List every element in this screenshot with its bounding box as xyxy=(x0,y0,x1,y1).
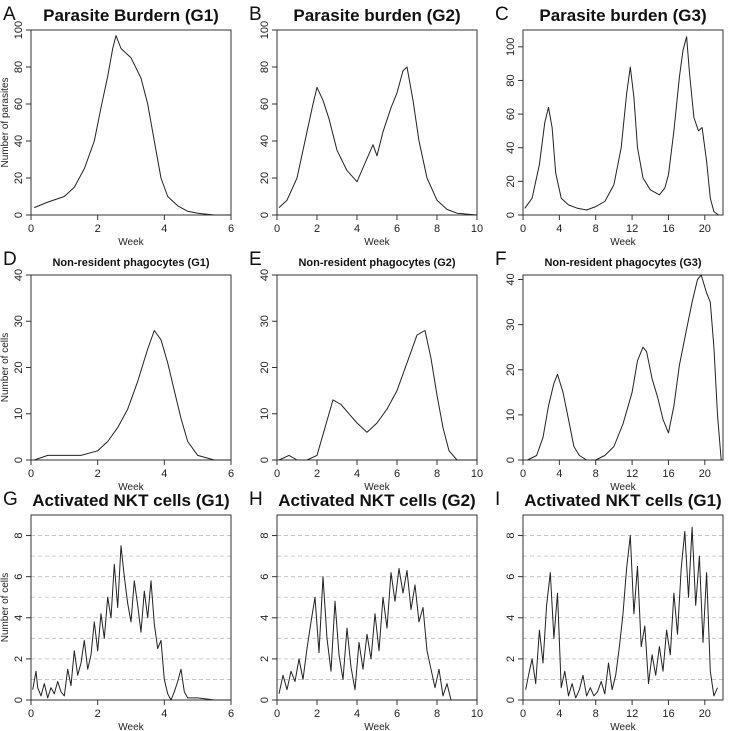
panel-letter: B xyxy=(249,4,262,25)
y-tick-label: 30 xyxy=(13,315,25,328)
x-tick-label: 2 xyxy=(313,708,321,720)
x-tick-label: 10 xyxy=(470,708,484,720)
x-axis-label: Week xyxy=(118,237,144,248)
x-tick-label: 4 xyxy=(556,223,563,235)
x-axis-label: Week xyxy=(364,722,390,731)
x-tick-label: 6 xyxy=(393,468,401,480)
gridlines xyxy=(31,515,231,679)
x-tick-label: 20 xyxy=(698,468,711,480)
y-tick-label: 4 xyxy=(13,614,25,621)
plot-frame xyxy=(277,275,477,460)
x-tick-label: 4 xyxy=(353,708,361,720)
panel-title: Activated NKT cells (G2) xyxy=(278,491,476,510)
x-tick-label: 2 xyxy=(313,223,321,235)
y-tick-label: 6 xyxy=(13,573,25,580)
x-tick-label: 6 xyxy=(227,223,235,235)
y-tick-label: 0 xyxy=(259,211,271,219)
panel-letter: I xyxy=(495,489,501,510)
x-tick-label: 16 xyxy=(662,708,675,720)
y-tick-label: 20 xyxy=(259,171,271,185)
x-tick-label: 0 xyxy=(273,708,281,720)
y-tick-label: 20 xyxy=(13,171,25,185)
y-tick-label: 10 xyxy=(259,407,271,420)
x-tick-label: 20 xyxy=(698,223,711,235)
x-tick-label: 4 xyxy=(161,708,168,720)
y-tick-label: 0 xyxy=(505,211,517,219)
y-tick-label: 30 xyxy=(505,318,517,331)
x-tick-label: 16 xyxy=(662,468,675,480)
panel-h xyxy=(249,489,483,731)
y-tick-label: 40 xyxy=(259,134,271,148)
x-tick-label: 8 xyxy=(592,708,599,720)
x-tick-label: 0 xyxy=(519,708,527,720)
y-tick-label: 80 xyxy=(13,60,25,74)
y-tick-label: 30 xyxy=(259,315,271,328)
x-tick-label: 0 xyxy=(273,223,281,235)
x-tick-label: 0 xyxy=(519,223,527,235)
x-axis-label: Week xyxy=(610,722,636,731)
plot-frame xyxy=(523,30,723,215)
y-tick-label: 0 xyxy=(13,211,25,219)
x-tick-label: 2 xyxy=(94,708,101,720)
plot-frame xyxy=(277,30,477,215)
y-tick-label: 40 xyxy=(13,134,25,148)
panel-c xyxy=(495,4,723,248)
y-tick-label: 8 xyxy=(259,532,271,539)
y-tick-label: 80 xyxy=(505,74,517,87)
panel-letter: A xyxy=(3,4,16,25)
y-tick-label: 10 xyxy=(505,408,517,422)
y-tick-label: 6 xyxy=(259,573,271,580)
y-tick-label: 0 xyxy=(259,456,271,464)
y-tick-label: 4 xyxy=(505,614,517,621)
y-tick-label: 0 xyxy=(259,696,271,704)
x-tick-label: 16 xyxy=(662,223,675,235)
y-tick-label: 0 xyxy=(505,456,517,464)
x-tick-label: 4 xyxy=(353,468,361,480)
y-tick-label: 100 xyxy=(13,20,25,40)
series-line xyxy=(525,37,719,215)
x-tick-label: 2 xyxy=(313,468,321,480)
y-tick-label: 0 xyxy=(13,696,25,704)
panel-letter: G xyxy=(3,489,18,510)
y-tick-label: 60 xyxy=(13,97,25,111)
panel-i xyxy=(495,489,723,731)
x-tick-label: 4 xyxy=(353,223,361,235)
y-tick-label: 40 xyxy=(505,141,517,154)
plot-frame xyxy=(277,515,477,700)
plot-frame xyxy=(31,275,231,460)
panel-g xyxy=(0,489,234,731)
y-tick-label: 60 xyxy=(259,97,271,111)
panel-letter: C xyxy=(495,4,509,25)
y-tick-label: 0 xyxy=(13,456,25,464)
panel-title: Non-resident phagocytes (G3) xyxy=(544,257,702,269)
x-tick-label: 8 xyxy=(433,708,441,720)
x-tick-label: 0 xyxy=(27,708,35,720)
y-tick-label: 6 xyxy=(505,573,517,580)
series-line xyxy=(34,36,231,215)
y-axis-label: Number of parasites xyxy=(0,77,11,168)
panel-f xyxy=(495,249,723,493)
y-tick-label: 20 xyxy=(505,363,517,376)
panel-e xyxy=(249,249,483,493)
y-tick-label: 2 xyxy=(259,655,271,662)
panel-letter: F xyxy=(495,249,507,270)
y-axis-label: Number of cells xyxy=(0,332,11,403)
y-tick-label: 8 xyxy=(505,532,517,539)
x-tick-label: 6 xyxy=(393,223,401,235)
x-tick-label: 0 xyxy=(273,468,281,480)
x-tick-label: 12 xyxy=(625,708,639,720)
x-tick-label: 12 xyxy=(625,468,639,480)
panel-title: Non-resident phagocytes (G2) xyxy=(298,257,456,269)
panel-b xyxy=(249,4,483,248)
panel-title: Parasite burden (G2) xyxy=(293,6,461,25)
x-tick-label: 0 xyxy=(27,468,35,480)
series-line xyxy=(526,527,718,698)
x-tick-label: 8 xyxy=(433,223,441,235)
panel-title: Activated NKT cells (G1) xyxy=(32,491,230,510)
y-tick-label: 40 xyxy=(259,268,271,282)
series-line xyxy=(279,331,477,461)
plot-frame xyxy=(523,275,723,460)
panel-title: Parasite burden (G3) xyxy=(539,6,707,25)
x-tick-label: 4 xyxy=(556,708,563,720)
x-tick-label: 4 xyxy=(556,468,563,480)
x-tick-label: 2 xyxy=(94,468,101,480)
x-tick-label: 6 xyxy=(393,708,401,720)
y-axis-label: Number of cells xyxy=(0,572,11,643)
y-tick-label: 60 xyxy=(505,107,517,121)
y-tick-label: 20 xyxy=(259,361,271,374)
panel-letter: E xyxy=(249,249,262,270)
y-tick-label: 8 xyxy=(13,532,25,539)
x-tick-label: 10 xyxy=(470,468,484,480)
y-tick-label: 4 xyxy=(259,614,271,621)
y-tick-label: 0 xyxy=(505,696,517,704)
panel-letter: H xyxy=(249,489,263,510)
panel-title: Non-resident phagocytes (G1) xyxy=(52,257,210,269)
y-tick-label: 20 xyxy=(13,361,25,374)
panel-letter: D xyxy=(3,249,17,270)
x-tick-label: 6 xyxy=(227,708,235,720)
x-axis-label: Week xyxy=(118,722,144,731)
x-tick-label: 4 xyxy=(161,468,168,480)
gridlines xyxy=(277,515,477,679)
x-tick-label: 20 xyxy=(698,708,711,720)
panel-title: Parasite Burdern (G1) xyxy=(43,6,219,25)
x-tick-label: 10 xyxy=(470,223,484,235)
x-axis-label: Week xyxy=(364,237,390,248)
series-line xyxy=(528,275,722,460)
x-tick-label: 4 xyxy=(161,223,168,235)
x-axis-label: Week xyxy=(610,237,636,248)
series-line xyxy=(33,546,231,700)
x-tick-label: 6 xyxy=(227,468,235,480)
y-tick-label: 40 xyxy=(505,273,517,286)
y-tick-label: 100 xyxy=(259,20,271,40)
y-tick-label: 100 xyxy=(505,37,517,56)
x-tick-label: 8 xyxy=(433,468,441,480)
x-tick-label: 0 xyxy=(519,468,527,480)
panel-title: Activated NKT cells (G1) xyxy=(524,491,722,510)
plot-frame xyxy=(31,515,231,700)
x-tick-label: 0 xyxy=(27,223,35,235)
x-tick-label: 2 xyxy=(94,223,101,235)
series-line xyxy=(279,67,477,215)
panel-a xyxy=(0,4,234,248)
y-tick-label: 2 xyxy=(505,655,517,662)
x-axis-label: Week xyxy=(364,482,390,493)
y-tick-label: 10 xyxy=(13,407,25,420)
series-line xyxy=(279,568,477,700)
panel-d xyxy=(0,249,234,493)
x-tick-label: 8 xyxy=(592,468,599,480)
series-line xyxy=(34,331,231,461)
y-tick-label: 40 xyxy=(13,268,25,282)
x-axis-label: Week xyxy=(610,482,636,493)
x-axis-label: Week xyxy=(118,482,144,493)
y-tick-label: 20 xyxy=(505,175,517,188)
x-tick-label: 8 xyxy=(592,223,599,235)
y-tick-label: 2 xyxy=(13,655,25,662)
y-tick-label: 80 xyxy=(259,60,271,74)
x-tick-label: 12 xyxy=(625,223,639,235)
